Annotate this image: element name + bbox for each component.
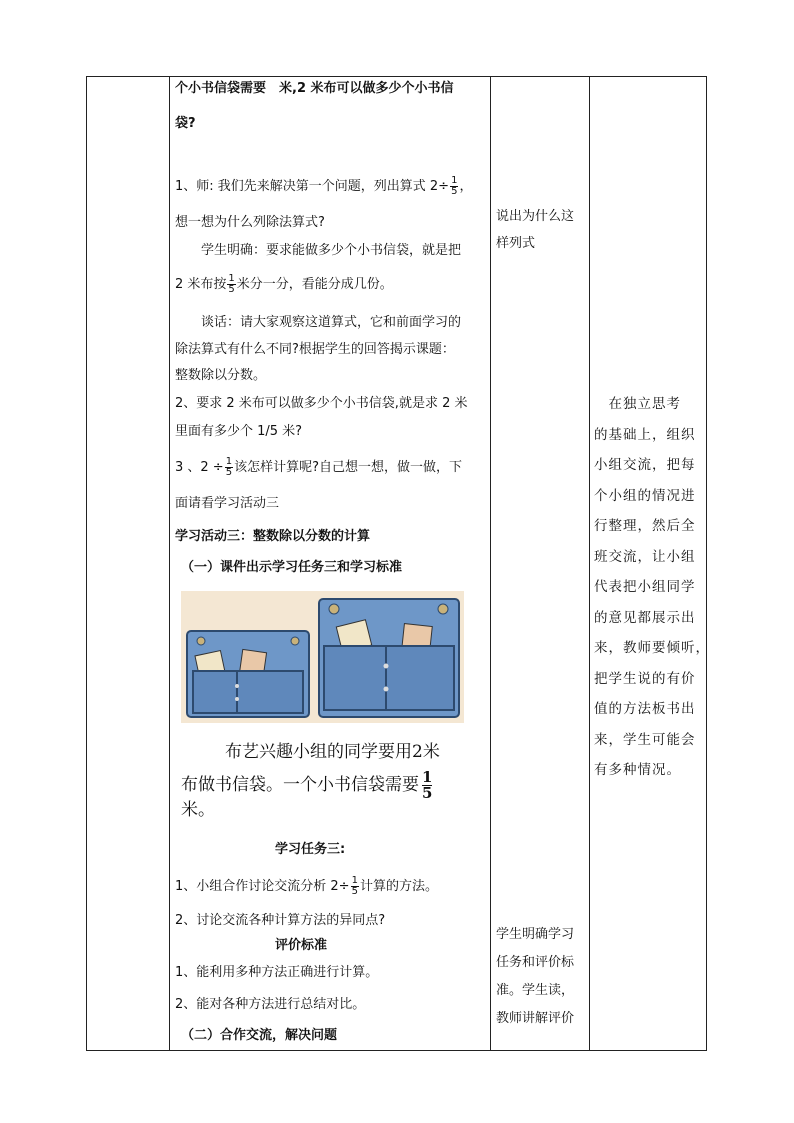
task-item: 1、小组合作讨论交流分析 2÷ $\frac{1}{5}$ 计算的方法。 — [175, 875, 438, 897]
note-line: 在独立思考 — [594, 396, 681, 412]
column-divider — [490, 77, 491, 1050]
note-line: 有多种情况。 — [594, 762, 681, 778]
pocket-illustration — [181, 591, 464, 723]
note-line: 值的方法板书出 — [594, 701, 696, 717]
section-subheading: （一）课件出示学习任务三和学习标准 — [181, 560, 403, 575]
student-note — [496, 203, 574, 257]
note-line: 行整理，然后全 — [594, 518, 696, 534]
criteria-title: 评价标准 — [275, 938, 328, 953]
paragraph: 袋? — [175, 116, 196, 131]
paragraph: 2、要求 2 米布可以做多少个小书信袋,就是求 2 米 — [175, 396, 468, 411]
paragraph: 里面有多少个 1/5 米? — [175, 424, 303, 439]
note-line: 把学生说的有价 — [594, 670, 696, 687]
paragraph: 整数除以分数。 — [175, 368, 267, 383]
problem-text: 米。 — [181, 800, 215, 820]
paragraph: 面请看学习活动三 — [175, 496, 280, 511]
note-line: 学生明确学习 — [496, 927, 575, 942]
paragraph: 个小书信袋需要 米,2 米布可以做多少个小书信 — [175, 81, 454, 96]
note-line: 说出为什么这 — [496, 209, 575, 224]
problem-text: 布艺兴趣小组的同学要用2米 — [225, 742, 440, 762]
fraction: $\frac{1}{5}$ — [228, 273, 235, 295]
note-line: 代表把小组同学 — [594, 579, 696, 595]
note-line: 的意见都展示出 — [594, 609, 696, 626]
fraction: $\frac{1}{5}$ — [451, 175, 458, 197]
paragraph: 想一想为什么列除法算式? — [175, 215, 325, 230]
section-subheading: （二）合作交流，解决问题 — [181, 1028, 338, 1043]
column-divider — [169, 77, 170, 1050]
note-line: 小组交流，把每 — [594, 457, 696, 473]
note-line: 教师讲解评价 — [496, 1011, 575, 1026]
note-line: 来，学生可能会 — [594, 731, 696, 748]
note-line: 班交流，让小组 — [594, 548, 696, 565]
paragraph: 学生明确：要求能做多少个小书信袋，就是把 — [201, 243, 462, 258]
note-line: 来，教师要倾听， — [594, 640, 710, 656]
note-line: 的基础上，组织 — [594, 426, 696, 443]
fraction: $\frac{1}{5}$ — [225, 456, 233, 478]
problem-text: 布做书信袋。一个小书信袋需要 $\frac{1}{5}$ — [181, 768, 433, 802]
task-title: 学习任务三: — [275, 842, 346, 857]
criteria-item: 2、能对各种方法进行总结对比。 — [175, 997, 366, 1012]
student-note — [496, 921, 574, 1033]
column-divider — [589, 77, 590, 1050]
note-line: 准。学生读， — [496, 983, 575, 998]
paragraph: 谈话：请大家观察这道算式，它和前面学习的 — [201, 315, 462, 330]
section-heading: 学习活动三：整数除以分数的计算 — [175, 529, 371, 544]
note-line: 个小组的情况进 — [594, 487, 696, 504]
design-note — [594, 389, 710, 786]
paragraph: 除法算式有什么不同?根据学生的回答揭示课题： — [175, 342, 455, 357]
paragraph: 1、师: 我们先来解决第一个问题，列出算式 2÷ $\frac{1}{5}$ ， — [175, 175, 473, 197]
paragraph: 2 米布按 $\frac{1}{5}$ 米分一分，看能分成几份。 — [175, 273, 393, 295]
paragraph: 3 、2 ÷ $\frac{1}{5}$ 该怎样计算呢?自己想一想，做一做，下 — [175, 456, 462, 478]
criteria-item: 1、能利用多种方法正确进行计算。 — [175, 965, 379, 980]
note-line: 任务和评价标 — [496, 955, 575, 970]
fraction: $\frac{1}{5}$ — [351, 875, 358, 897]
note-line: 样列式 — [496, 236, 536, 251]
fraction: $\frac{1}{5}$ — [422, 768, 433, 802]
task-item: 2、讨论交流各种计算方法的异同点? — [175, 913, 386, 928]
